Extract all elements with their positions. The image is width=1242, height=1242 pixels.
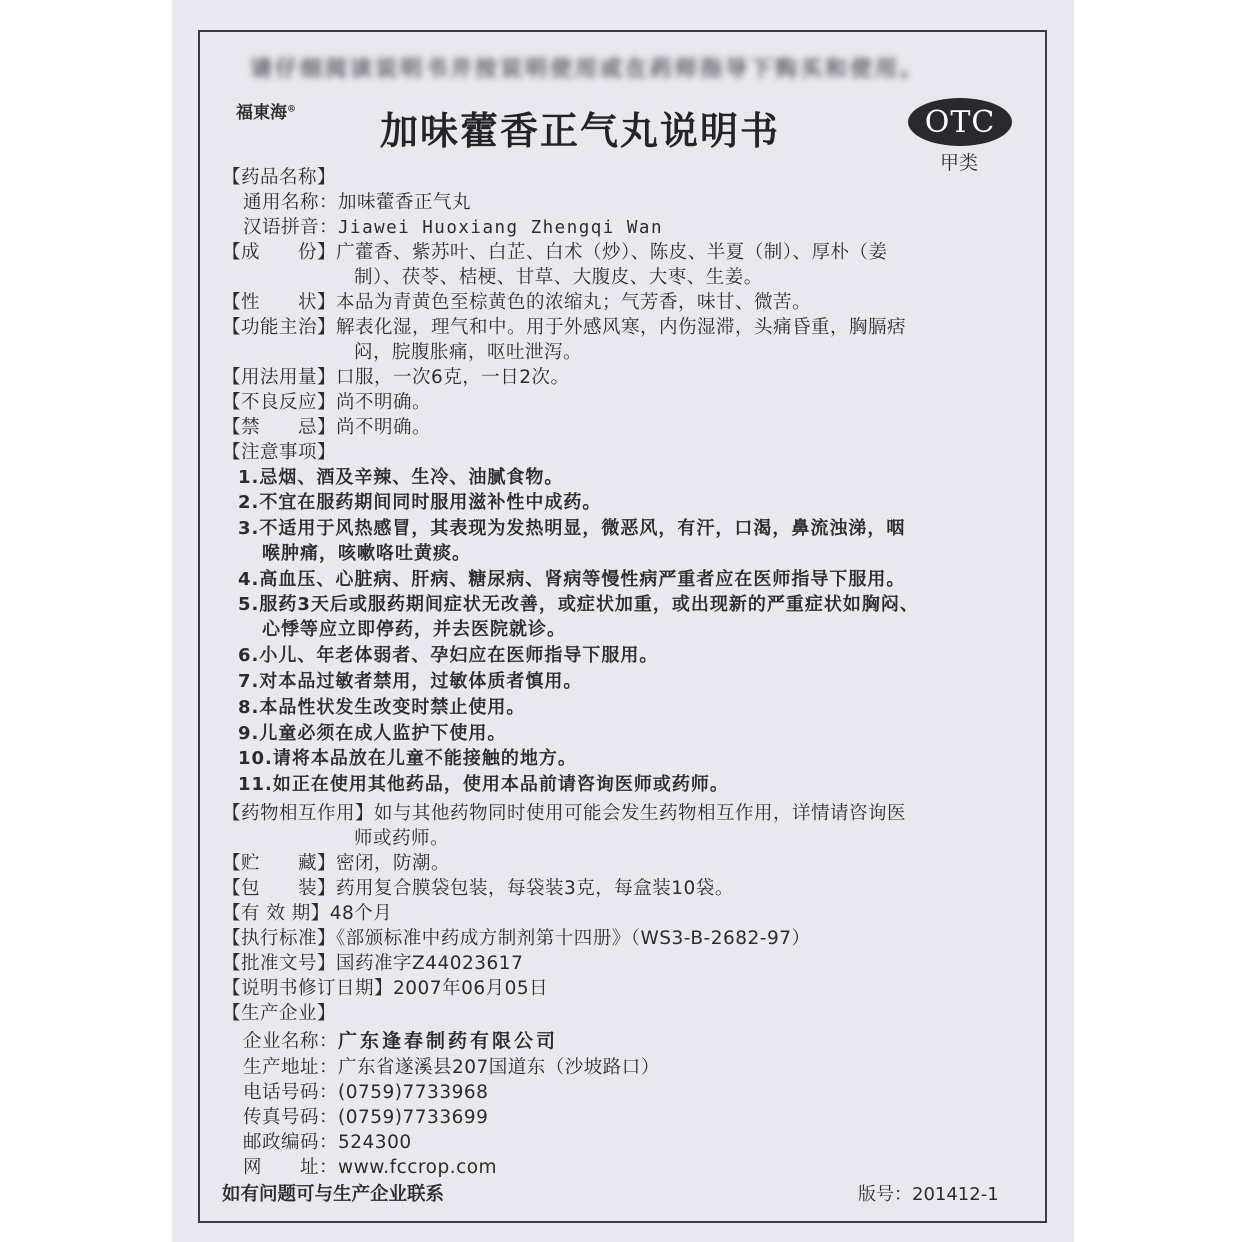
indications-cont: 闷，脘腹胀痛，呕吐泄泻。 — [354, 342, 583, 363]
precaution-item-cont: 喉肿痛，咳嗽咯吐黄痰。 — [262, 543, 471, 564]
section-storage: 【贮 藏】密闭，防潮。 — [222, 853, 451, 874]
section-contraindications: 【禁 忌】尚不明确。 — [222, 417, 432, 438]
company-name — [243, 1026, 558, 1053]
precaution-item: 2.不宜在服药期间同时服用滋补性中成药。 — [238, 492, 602, 513]
precaution-item: 11.如正在使用其他药品，使用本品前请咨询医师或药师。 — [238, 774, 729, 795]
precaution-item: 7.对本品过敏者禁用，过敏体质者慎用。 — [238, 671, 583, 692]
section-packaging: 【包 装】药用复合膜袋包装，每袋装3克，每盒装10袋。 — [222, 878, 734, 899]
generic-name: 通用名称：加味藿香正气丸 — [243, 192, 472, 213]
section-appearance: 【性 状】本品为青黄色至棕黄色的浓缩丸；气芳香，味甘、微苦。 — [222, 292, 812, 313]
pinyin-name — [243, 213, 663, 239]
precaution-item-cont: 心悸等应立即停药，并去医院就诊。 — [262, 619, 566, 640]
section-ingredients: 【成 份】广藿香、紫苏叶、白芷、白术（炒）、陈皮、半夏（制）、厚朴（姜 — [222, 242, 888, 263]
company-address: 生产地址：广东省遂溪县207国道东（沙坡路口） — [243, 1057, 660, 1078]
section-revision-date: 【说明书修订日期】2007年06月05日 — [222, 978, 549, 999]
precaution-item: 3.不适用于风热感冒，其表现为发热明显，微恶风，有汗，口渴，鼻流浊涕，咽 — [238, 518, 906, 539]
otc-badge — [908, 98, 1012, 146]
section-precautions: 【注意事项】 — [222, 442, 337, 463]
brand-logo — [236, 98, 296, 123]
precaution-item: 8.本品性状发生改变时禁止使用。 — [238, 697, 526, 718]
precaution-item: 5.服药3天后或服药期间症状无改善，或症状加重，或出现新的严重症状如胸闷、 — [238, 594, 919, 615]
otc-badge-label: OTC — [924, 104, 996, 140]
precaution-item: 10.请将本品放在儿童不能接触的地方。 — [238, 748, 577, 769]
precaution-item: 9.儿童必须在成人监护下使用。 — [238, 723, 507, 744]
section-shelf-life: 【有 效 期】48个月 — [222, 903, 393, 924]
section-interactions: 【药物相互作用】如与其他药物同时使用可能会发生药物相互作用，详情请咨询医 — [222, 803, 907, 824]
section-standard: 【执行标准】《部颁标准中药成方制剂第十四册》（WS3-B-2682-97） — [222, 928, 811, 949]
blurred-warning-text: 请仔细阅读说明书并按说明使用或在药师指导下购买和使用。 — [250, 57, 926, 82]
otc-class-label: 甲类 — [940, 152, 979, 174]
pinyin-label: 汉语拼音： — [243, 217, 339, 238]
document-title: 加味藿香正气丸说明书 — [380, 109, 781, 153]
company-postcode: 邮政编码：524300 — [243, 1132, 412, 1153]
precaution-item: 4.高血压、心脏病、肝病、糖尿病、肾病等慢性病严重者应在医师指导下服用。 — [238, 569, 906, 590]
section-dosage: 【用法用量】口服，一次6克，一日2次。 — [222, 367, 570, 388]
section-manufacturer: 【生产企业】 — [222, 1003, 337, 1024]
brand-name: 福東海 — [236, 103, 287, 123]
company-website: 网 址：www.fccrop.com — [243, 1157, 498, 1178]
company-fax: 传真号码：(0759)7733699 — [243, 1107, 489, 1128]
section-indications: 【功能主治】解表化湿，理气和中。用于外感风寒，内伤湿滞，头痛昏重，胸膈痞 — [222, 317, 907, 338]
precaution-item: 1.忌烟、酒及辛辣、生冷、油腻食物。 — [238, 467, 564, 488]
section-approval-number: 【批准文号】国药准字Z44023617 — [222, 953, 524, 974]
ingredients-cont: 制）、茯苓、桔梗、甘草、大腹皮、大枣、生姜。 — [354, 267, 763, 288]
pinyin-value: Jiawei Huoxiang Zhengqi Wan — [338, 218, 663, 238]
footer-version: 版号：201412-1 — [858, 1184, 999, 1205]
registered-mark: ® — [287, 104, 296, 115]
company-phone: 电话号码：(0759)7733968 — [243, 1082, 489, 1103]
company-name-value: 广东逢春制药有限公司 — [338, 1030, 559, 1052]
company-name-label: 企业名称： — [243, 1031, 339, 1052]
section-adverse-reactions: 【不良反应】尚不明确。 — [222, 392, 432, 413]
interactions-cont: 师或药师。 — [354, 828, 450, 849]
footer-contact-note: 如有问题可与生产企业联系 — [222, 1184, 445, 1205]
precaution-item: 6.小儿、年老体弱者、孕妇应在医师指导下服用。 — [238, 645, 659, 666]
section-drug-name: 【药品名称】 — [222, 167, 337, 188]
